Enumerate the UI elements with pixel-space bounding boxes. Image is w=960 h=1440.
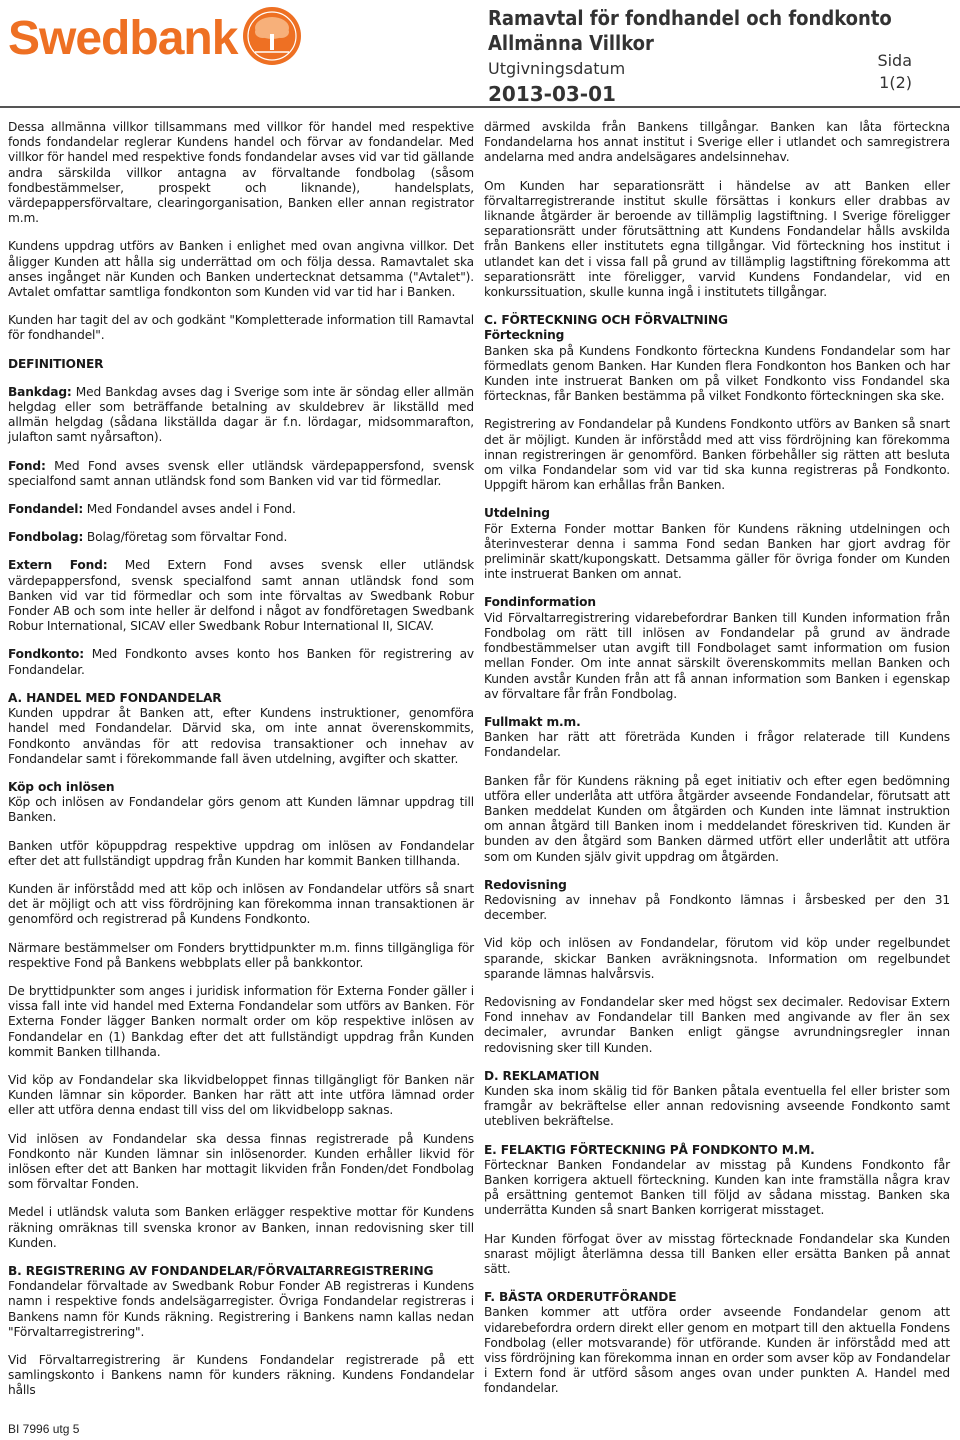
subheading-fondinformation: Fondinformation [484, 595, 596, 610]
subheading-fullmakt: Fullmakt m.m. [484, 714, 581, 729]
section-heading-f: F. BÄSTA ORDERUTFÖRANDE [484, 1290, 677, 1305]
kop-paragraph-1: Köp och inlösen av Fondandelar görs genom att Kunden lämnar uppdrag till Banken. [8, 795, 474, 825]
section-heading-c: C. FÖRTECKNING OCH FÖRVALTNING [484, 313, 728, 328]
fullmakt-paragraph-1: Banken har rätt att företräda Kunden i frågor relaterade till Kundens Fondandelar. [484, 730, 950, 760]
section-a-paragraph: Kunden uppdrar åt Banken att, efter Kundens instruktioner, genomföra handel med Fondandelar. Därvid ska, om inte annat överenskommits, Fondkonto användas för att redovisa transaktioner och innehav av Fondandelar samt i förekommande fall även utdelning, avgifter och skatter. [8, 706, 474, 766]
kop-paragraph-8: Medel i utländsk valuta som Banken erlägger respektive mottar för Kundens räkning omräknas till svenska kronor av Banken, innan redovisning sker till Kunden. [8, 1205, 474, 1250]
section-heading-a: A. HANDEL MED FONDANDELAR [8, 690, 222, 705]
forteckning-paragraph-1: Banken ska på Kundens Fondkonto förteckna Kundens Fondandelar som har förmedlats genom Banken. Har Kunden flera Fondkonton hos Banken och har Kunden inte instruerat Banken om på vilket Fondkonto viss Fondandel ska förtecknas, får Banken bestämma på vilket Fondkonto förteckningen ska ske. [484, 343, 950, 404]
oak-tree-icon [241, 6, 303, 70]
subheading-forteckning: Förteckning [484, 328, 565, 343]
left-column [8, 120, 474, 1412]
title-line-1: Ramavtal för fondhandel och fondkonto [488, 6, 892, 30]
utdelning-paragraph: För Externa Fonder mottar Banken för Kundens räkning utdelningen och återinvesterar denna i samma Fond sedan Banken har gjort avdrag för preliminär skatt/kupongskatt. Detsamma gäller för övriga fonder om Kunden inte instruerat Banken om annat. [484, 521, 950, 582]
kop-paragraph-3: Kunden är införstådd med att köp och inlösen av Fondandelar utförs så snart det är möjligt och att viss fördröjning kan förekomma innan transaktionen är genomförd och registrerad på Kundens Fondkonto. [8, 881, 474, 927]
felaktig-forteckning-paragraph-2: Har Kunden förfogat över av misstag förtecknade Fondandelar ska Kunden snarast möjligt återlämna dessa till Banken eller ersätta Banken på annat sätt. [484, 1231, 950, 1276]
header-divider [0, 106, 960, 108]
subheading-redovisning: Redovisning [484, 877, 567, 892]
definition-fond: Fond: Med Fond avses svensk eller utländsk värdepappersfond, svensk specialfond samt annan utländsk fond som Banken vid var tid förmedlar. [8, 458, 474, 488]
kop-paragraph-5: De bryttidpunkter som anges i juridisk information för Externa Fonder gäller i vissa fall inte vid handel med Externa Fondandelar som utförs av Banken. För Externa Fonder lägger Banken normalt order om köp respektive inlösen av Fondandelar en (1) Bankdag efter det att fullständigt uppdrag från Kunden kommit Banken tillhanda. [8, 983, 474, 1059]
redovisning-paragraph-1: Redovisning av innehav på Fondkonto lämnas i årsbesked per den 31 december. [484, 892, 950, 923]
subheading-kop-och-inlosen: Köp och inlösen [8, 779, 115, 794]
redovisning-paragraph-2: Vid köp och inlösen av Fondandelar, förutom vid köp under regelbundet sparande, skickar Banken avräkningsnota. Information om regelbundet sparande lämnas halvårsvis. [484, 936, 950, 981]
subheading-utdelning: Utdelning [484, 506, 550, 521]
basta-orderutforande-paragraph: Banken kommer att utföra order avseende Fondandelar genom att vidarebefordra ordern direkt eller genom en motpart till den aktuella Fondens Fondbolag (eller motsvarande) för utförande. Kunden är införstådd med att viss fördröjning kan förekomma innan en order som avser köp av Fondandelar i Extern fond är utförd såsom anges ovan under punkten A. Handel med fondandelar. [484, 1305, 950, 1396]
section-b-paragraph-3: därmed avskilda från Bankens tillgångar. Banken kan låta förteckna Fondandelarna hos annat institut i Sverige eller i utlandet och samregistrera andelarna med andra andelsägares andelsinnehav. [484, 120, 950, 165]
kop-paragraph-2: Banken utför köpuppdrag respektive uppdrag om inlösen av Fondandelar efter det att fullständigt uppdrag från Kunden har kommit Banken tillhanda. [8, 838, 474, 868]
section-b-paragraph-4: Om Kunden har separationsrätt i händelse av att Banken eller förvaltarregistrerande institut skulle försättas i konkurs eller drabbas av liknande åtgärder är beroende av tillämplig lagstiftning. I Sverige föreligger separationsrätt under förutsättning att Kundens Fondandelar hålls avskilda från Bankens eller institutets egna tillgångar. Vid förteckning hos institut i utlandet kan det i vissa fall på grund av tillämplig lagstiftning förekomma att separationsrätt inte föreligger, varvid Kundens Fondandelar, vid en konkurssituation, skulle kunna ingå i institutets tillgångar. [484, 178, 950, 300]
issue-date-label: Utgivningsdatum [488, 59, 626, 78]
kop-paragraph-6: Vid köp av Fondandelar ska likvidbeloppet finnas tillgängligt för Banken när Kunden lämnar sin köporder. Banken har rätt att inte utföra lämnad order eller att utföra denna endast till viss del om likvidbelopp saknas. [8, 1072, 474, 1118]
document-header [0, 0, 960, 108]
section-heading-d: D. REKLAMATION [484, 1068, 600, 1083]
kop-paragraph-7: Vid inlösen av Fondandelar ska dessa finnas registrerade på Kundens Fondkonto när Kunden lämnar sin inlösenorder. Kunden erhåller likvid för inlösen efter det att Banken har mottagit likviden från Fonden/det Fondbolag som förvaltar Fonden. [8, 1131, 474, 1192]
definition-fondkonto: Fondkonto: Med Fondkonto avses konto hos Banken för registrering av Fondandelar. [8, 647, 474, 677]
page-label: Sida [877, 51, 912, 70]
section-heading-definitions: DEFINITIONER [8, 356, 104, 371]
felaktig-forteckning-paragraph-1: Förtecknar Banken Fondandelar av misstag på Kundens Fondkonto får Banken korrigera aktuell förteckning. Kunden kan inte framställa några krav på ersättning gentemot Banken till följd av sådana misstag. Banken ska underrätta Kunden så snart Banken korrigerat misstaget. [484, 1157, 950, 1218]
kop-paragraph-4: Närmare bestämmelser om Fonders bryttidpunkter m.m. finns tillgängliga för respektive Fond på Bankens webbplats eller på bankkontor. [8, 940, 474, 970]
definition-fondandel: Fondandel: Med Fondandel avses andel i Fond. [8, 502, 296, 517]
section-b-paragraph-1: Fondandelar förvaltade av Swedbank Robur Fonder AB registreras i Kundens namn i respektive fonds andelsägarregister. Övriga Fondandelar registreras i Bankens namn för Kunds räkning. Registrering i Bankens namn kallas nedan "Förvaltarregistrering". [8, 1279, 474, 1339]
intro-paragraph-2: Kundens uppdrag utförs av Banken i enlighet med ovan angivna villkor. Det åligger Kunden att hålla sig underrättad om och följa dessa. Ramavtalet ska anses ingånget när Kunden och Banken undertecknat detsamma ("Avtalet"). Avtalet omfattar samtliga fondkonton som Kunden vid var tid har i Banken. [8, 239, 474, 300]
section-heading-b: B. REGISTRERING AV FONDANDELAR/FÖRVALTARREGISTRERING [8, 1263, 434, 1278]
fondinformation-paragraph: Vid Förvaltarregistrering vidarebefordrar Banken till Kunden information från Fondbolag om rätt till inlösen av Fondandelar på grund av ändrade fondbestämmelser utan avgift till Fondbolaget samt information om fusion mellan Fonder. Om inte annat särskilt överenskommits mellan Banken och Kunden avstår Kunden från att få annan information som Banken i egenskap av förvaltare får från Fondbolag. [484, 610, 950, 701]
definition-extern-fond: Extern Fond: Med Extern Fond avses svensk eller utländsk värdepappersfond, svensk specialfond samt annan utländsk fond som Banken vid var tid förmedlar och som inte förvaltas av Swedbank Robur Fonder AB och som inte heller är delfond i något av fondföretagen Swedbank Robur International, SICAV eller Swedbank Robur International II, SICAV. [8, 558, 475, 634]
issue-date: 2013-03-01 [488, 82, 616, 106]
reklamation-paragraph: Kunden ska inom skälig tid för Banken påtala eventuella fel eller brister som framgår av bekräftelse eller annan redovisning avseende Fondkonto samt utebliven bekräftelse. [484, 1083, 950, 1129]
title-line-2: Allmänna Villkor [488, 31, 654, 55]
definition-fondbolag: Fondbolag: Bolag/företag som förvaltar Fond. [8, 530, 288, 545]
section-b-paragraph-2: Vid Förvaltarregistrering är Kundens Fondandelar registrerade på ett samlingskonto i Bankens namn för kunders räkning. Kundens Fondandelar hålls [8, 1353, 474, 1398]
redovisning-paragraph-3: Redovisning av Fondandelar sker med högst sex decimaler. Redovisar Extern Fond innehav av Fondandelar till Banken med angivande av fler än sex decimaler, avrundar Banken enligt gängse avrundningsregler innan redovisning sker till Kunden. [484, 994, 950, 1055]
fullmakt-paragraph-2: Banken får för Kundens räkning på eget initiativ och efter egen bedömning utföra eller underlåta att utföra åtgärder avseende Fondandelar, förutsatt att Banken meddelat Kunden om åtgärden och Kunden inte lämnat instruktion om annan åtgärd till Banken inom i meddelandet föreskriven tid. Kunden är bunden av den åtgärd som Banken därmed utfört eller underlåtit att utföra som om Kunden själv givit uppdrag om åtgärden. [484, 773, 950, 864]
page-indicator [877, 50, 912, 94]
form-code: BI 7996 utg 5 [8, 1422, 80, 1436]
intro-paragraph-3: Kunden har tagit del av och godkänt "Kompletterade information till Ramavtal för fondhandel". [8, 313, 474, 343]
document-title [488, 6, 892, 56]
forteckning-paragraph-2: Registrering av Fondandelar på Kundens Fondkonto utförs av Banken så snart det är möjligt. Kunden är införstådd med att viss fördröjning kan förekomma innan registreringen är genomförd. Banken förbehåller sig rätten att besluta om vilka Fondandelar som vid var tid ska kunna registreras på Fondkonto. Uppgift härom kan erhållas från Banken. [484, 417, 950, 493]
section-heading-e: E. FELAKTIG FÖRTECKNING PÅ FONDKONTO M.M. [484, 1142, 815, 1157]
page-number: 1(2) [879, 73, 912, 92]
logo-wordmark: Swedbank [8, 11, 238, 65]
swedbank-logo [8, 6, 303, 70]
right-column [484, 120, 950, 1410]
definition-bankdag: Bankdag: Med Bankdag avses dag i Sverige som inte är söndag eller allmän helgdag eller som beträffande betalning av skuldebrev är likställd med allmän helgdag (sådana likställda dagar är f.n. lördagar, midsommarafton, julafton samt nyårsafton). [8, 384, 474, 445]
intro-paragraph-1: Dessa allmänna villkor tillsammans med villkor för handel med respektive fonds fondandelar reglerar Kundens handel och förvar av fondandelar. Med villkor för handel med respektive fonds fondandelar avses vid var tid gällande andra särskilda villkor antagna av förvaltande fondbolag (såsom fondbestämmelser, prospekt och liknande), handelsplats, värdepappersförvaltare, clearingorganisation, Banken eller annan registrator m.m. [8, 120, 474, 226]
